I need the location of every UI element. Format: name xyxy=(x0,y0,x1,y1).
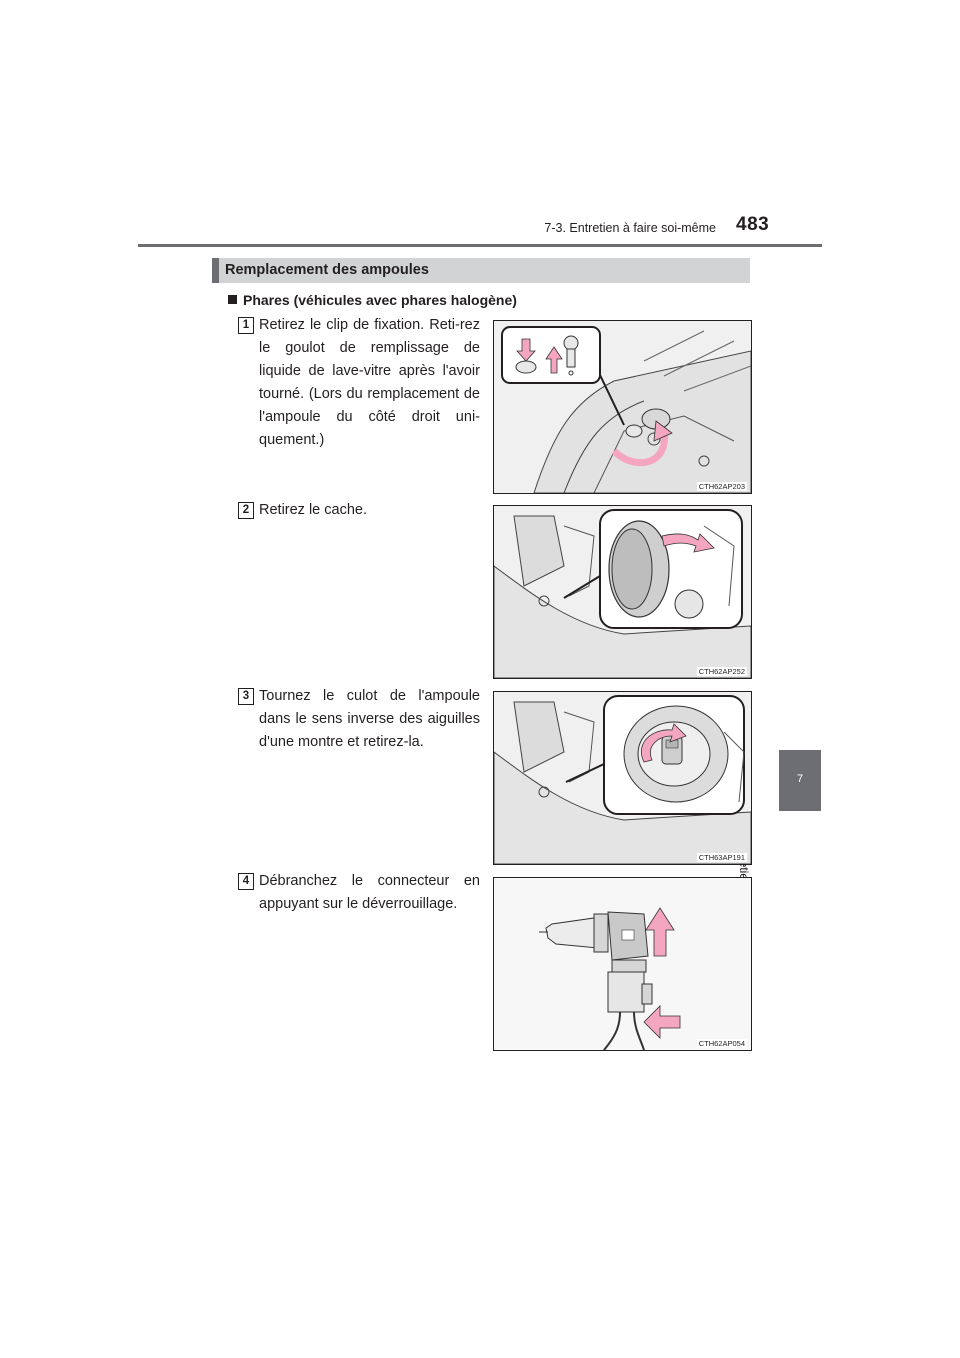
bulb-base-illustration xyxy=(494,692,751,864)
figure-code-4: CTH62AP054 xyxy=(698,1039,745,1048)
step-text-4: Débranchez le connecteur en appuyant sur le déverrouillage. xyxy=(259,873,480,912)
step-number-4: 4 xyxy=(238,873,254,890)
step-number-2: 2 xyxy=(238,502,254,519)
figure-code-3: CTH63AP191 xyxy=(698,853,745,862)
step-text-2: Retirez le cache. xyxy=(259,502,367,518)
page-number: 483 xyxy=(736,214,770,235)
section-marker xyxy=(212,258,219,283)
step-number-3: 3 xyxy=(238,688,254,705)
section-title: Remplacement des ampoules xyxy=(225,262,429,278)
subheading-text: Phares (véhicules avec phares halogène) xyxy=(243,292,517,308)
figure-step-2 xyxy=(493,505,752,679)
headlight-cover-illustration xyxy=(494,506,751,678)
figure-code-1: CTH62AP203 xyxy=(698,482,745,491)
engine-washer-illustration xyxy=(494,321,751,493)
figure-code-2: CTH62AP252 xyxy=(698,667,745,676)
step-number-1: 1 xyxy=(238,317,254,334)
figure-step-3 xyxy=(493,691,752,865)
step-text-3: Tournez le culot de l'ampoule dans le sens inverse des aiguilles d'une montre et retirez-la. xyxy=(259,688,480,750)
figure-step-1 xyxy=(493,320,752,494)
chapter-label xyxy=(793,820,809,950)
section-header: 7-3. Entretien à faire soi-même xyxy=(544,221,716,235)
step-text-1: Retirez le clip de fixation. Reti-rez le goulot de remplissage de liquide de lave-vitre après l'avoir tourné. (Lors du remplacement de l'ampoule du côté droit uni-quement.) xyxy=(259,317,480,448)
section-title-bar xyxy=(212,258,750,283)
header-rule xyxy=(138,244,822,247)
connector-release-illustration xyxy=(494,878,751,1050)
square-bullet-icon xyxy=(228,295,237,304)
subheading xyxy=(228,292,517,308)
chapter-tab: 7 xyxy=(779,750,821,811)
figure-step-4 xyxy=(493,877,752,1051)
